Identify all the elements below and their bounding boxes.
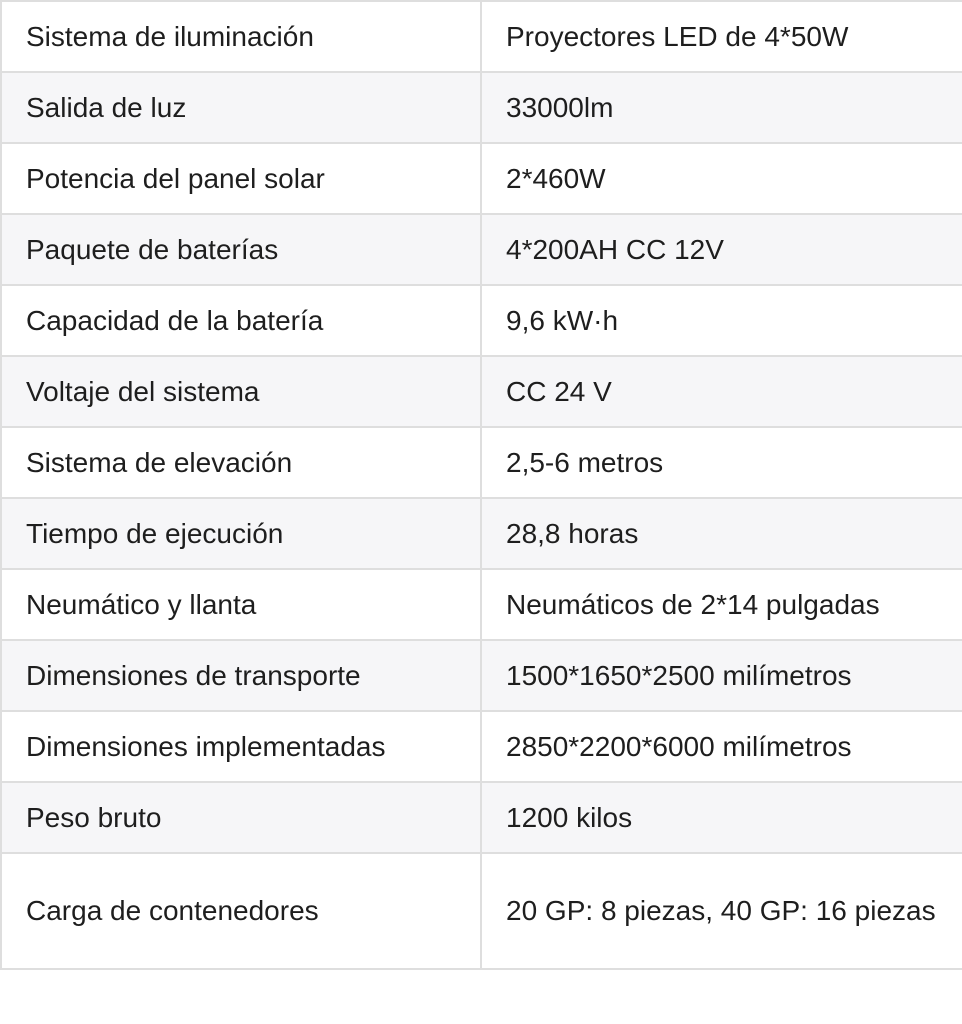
- spec-label: Capacidad de la batería: [1, 285, 481, 356]
- spec-label: Paquete de baterías: [1, 214, 481, 285]
- spec-value: 2,5-6 metros: [481, 427, 962, 498]
- spec-value: 2*460W: [481, 143, 962, 214]
- spec-label: Carga de contenedores: [1, 853, 481, 969]
- spec-value: Proyectores LED de 4*50W: [481, 1, 962, 72]
- table-row: [1, 427, 962, 498]
- spec-label: Salida de luz: [1, 72, 481, 143]
- spec-label: Sistema de elevación: [1, 427, 481, 498]
- spec-label: Peso bruto: [1, 782, 481, 853]
- table-row: [1, 72, 962, 143]
- table-row: [1, 711, 962, 782]
- spec-value: 33000lm: [481, 72, 962, 143]
- spec-value: 2850*2200*6000 milímetros: [481, 711, 962, 782]
- spec-value: 1500*1650*2500 milímetros: [481, 640, 962, 711]
- table-row: [1, 356, 962, 427]
- table-row: [1, 285, 962, 356]
- specifications-table-body: [1, 1, 962, 969]
- table-row: [1, 1, 962, 72]
- table-row: [1, 214, 962, 285]
- spec-value: 9,6 kW·h: [481, 285, 962, 356]
- spec-label: Dimensiones implementadas: [1, 711, 481, 782]
- table-row: [1, 569, 962, 640]
- spec-label: Neumático y llanta: [1, 569, 481, 640]
- table-row: [1, 143, 962, 214]
- spec-value: 4*200AH CC 12V: [481, 214, 962, 285]
- spec-label: Voltaje del sistema: [1, 356, 481, 427]
- spec-label: Tiempo de ejecución: [1, 498, 481, 569]
- table-row: [1, 498, 962, 569]
- table-row: [1, 640, 962, 711]
- spec-value: CC 24 V: [481, 356, 962, 427]
- spec-value: 20 GP: 8 piezas, 40 GP: 16 piezas: [481, 853, 962, 969]
- spec-value: 28,8 horas: [481, 498, 962, 569]
- spec-value: 1200 kilos: [481, 782, 962, 853]
- table-row: [1, 853, 962, 969]
- table-row: [1, 782, 962, 853]
- spec-label: Dimensiones de transporte: [1, 640, 481, 711]
- spec-label: Potencia del panel solar: [1, 143, 481, 214]
- spec-label: Sistema de iluminación: [1, 1, 481, 72]
- spec-value: Neumáticos de 2*14 pulgadas: [481, 569, 962, 640]
